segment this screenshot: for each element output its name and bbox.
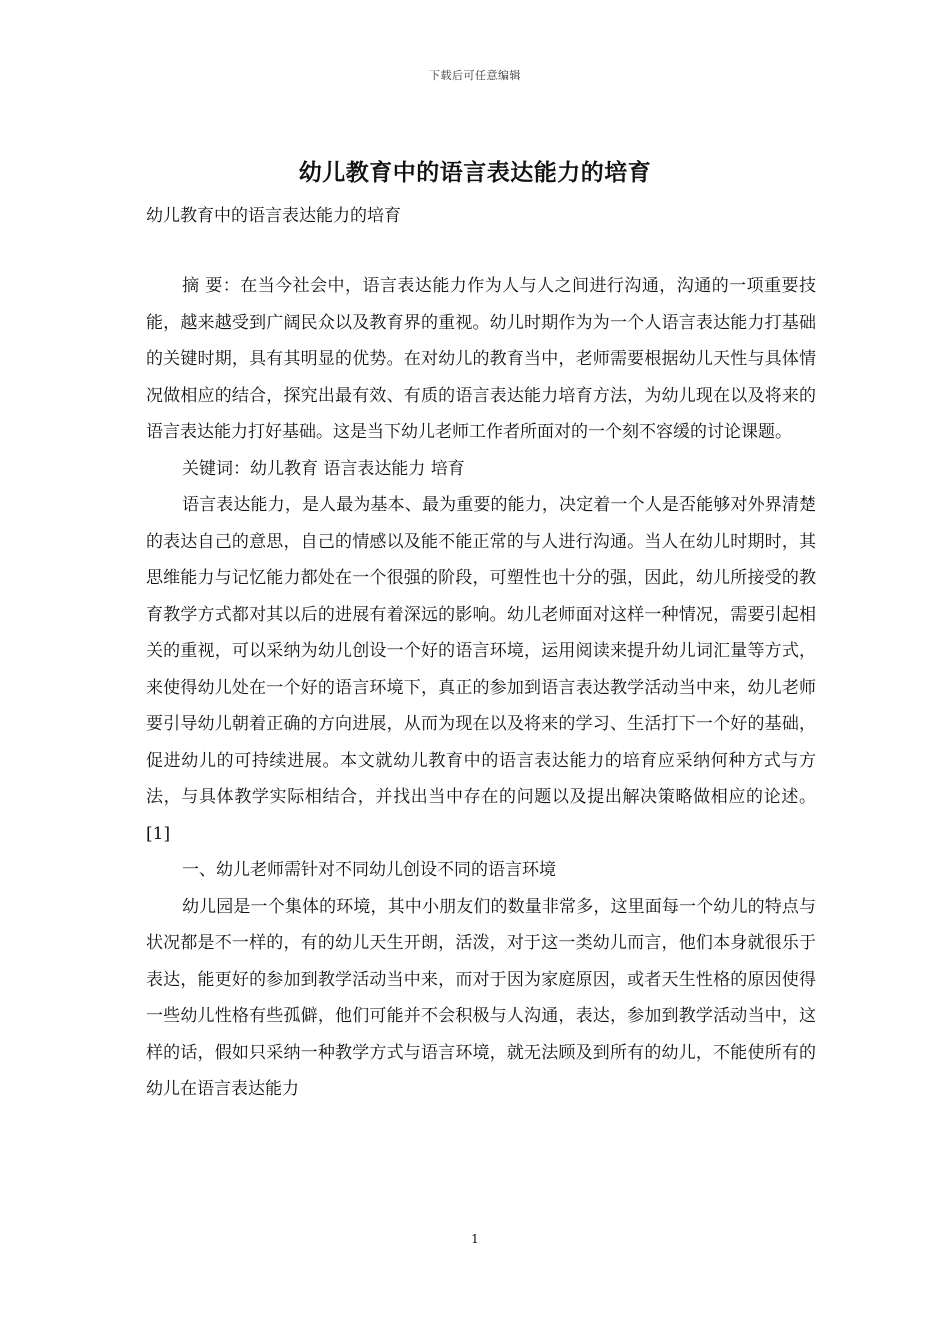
abstract-paragraph: 摘 要：在当今社会中，语言表达能力作为人与人之间进行沟通，沟通的一项重要技能，越来越受到广阔民众以及教育界的重视。幼儿时期作为为一个人语言表达能力打基础的关键时期，具有其明显的优势。在对幼儿的教育当中，老师需要根据幼儿天性与具体情况做相应的结合，探究出最有效、有质的语言表达能力培育方法，为幼儿现在以及将来的语言表达能力打好基础。这是当下幼儿老师工作者所面对的一个刻不容缓的讨论课题。 <box>146 276 816 442</box>
intro-paragraph: 语言表达能力，是人最为基本、最为重要的能力，决定着一个人是否能够对外界清楚的表达自己的意思，自己的情感以及能不能正常的与人进行沟通。当人在幼儿时期时，其思维能力与记忆能力都处在一个很强的阶段，可塑性也十分的强，因此，幼儿所接受的教育教学方式都对其以后的进展有着深远的影响。幼儿老师面对这样一种情况，需要引起相关的重视，可以采纳为幼儿创设一个好的语言环境，运用阅读来提升幼儿词汇量等方式，来使得幼儿处在一个好的语言环境下，真正的参加到语言表达教学活动当中来，幼儿老师要引导幼儿朝着正确的方向进展，从而为现在以及将来的学习、生活打下一个好的基础，促进幼儿的可持续进展。本文就幼儿教育中的语言表达能力的培育应采纳何种方式与方法，与具体教学实际相结合，并找出当中存在的问题以及提出解决策略做相应的论述。[1] <box>146 495 816 844</box>
document-title: 幼儿教育中的语言表达能力的培育 <box>298 159 652 186</box>
keywords-paragraph: 关键词：幼儿教育 语言表达能力 培育 <box>182 458 465 479</box>
page-number: 1 <box>471 1232 479 1246</box>
document-body <box>146 268 816 1108</box>
section-1-paragraph: 幼儿园是一个集体的环境，其中小朋友们的数量非常多，这里面每一个幼儿的特点与状况都是不一样的，有的幼儿天生开朗，活泼，对于这一类幼儿而言，他们本身就很乐于表达，能更好的参加到教学活动当中来，而对于因为家庭原因，或者天生性格的原因使得一些幼儿性格有些孤僻，他们可能并不会积极与人沟通，表达，参加到教学活动当中，这样的话，假如只采纳一种教学方式与语言环境，就无法顾及到所有的幼儿，不能使所有的幼儿在语言表达能力 <box>146 896 816 1099</box>
download-note: 下载后可任意编辑 <box>429 69 521 82</box>
section-1-heading: 一、幼儿老师需针对不同幼儿创设不同的语言环境 <box>182 860 556 880</box>
document-subtitle: 幼儿教育中的语言表达能力的培育 <box>146 206 401 226</box>
